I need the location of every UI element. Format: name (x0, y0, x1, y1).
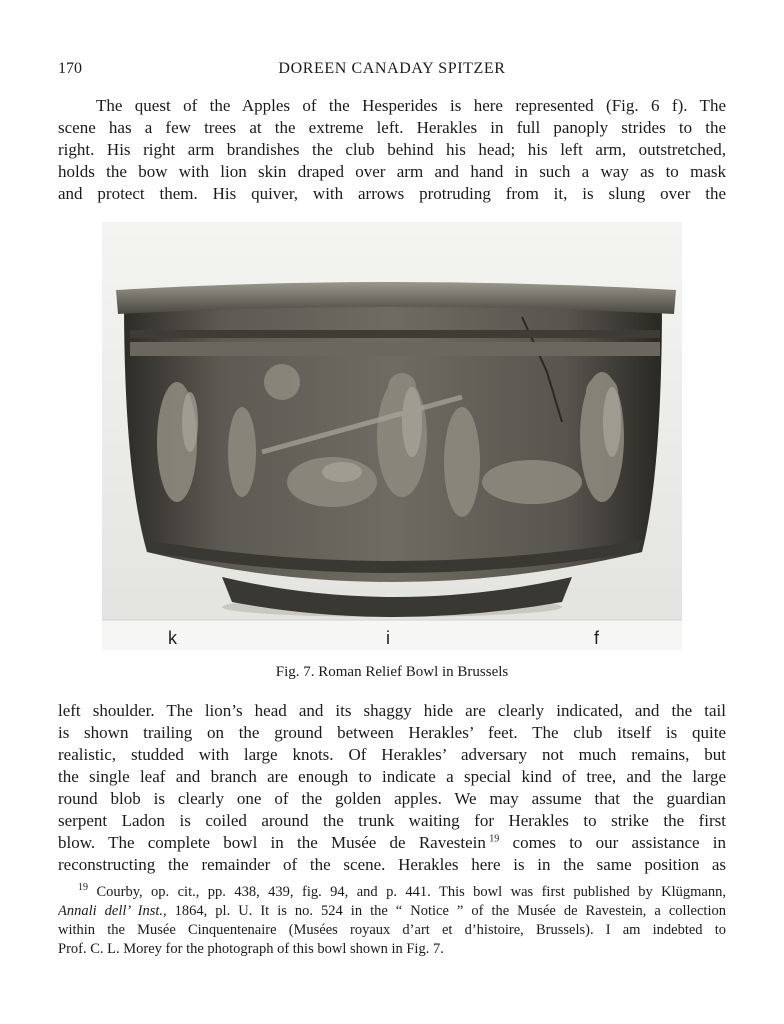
relief-bowl-image (102, 222, 682, 650)
text-line: left shoulder. The lion’s head and its shaggy hide are clearly indicated, and the tail (58, 701, 726, 720)
figure-label-i: i (386, 628, 390, 648)
footnote-text: Courby, op. cit., pp. 438, 439, fig. 94, and p. 441. This bowl was first published by Klügmann, (96, 884, 726, 900)
figure-label-f: f (594, 628, 600, 648)
paragraph-2 (58, 700, 726, 876)
footnote-line (58, 883, 726, 902)
paragraph-1 (58, 95, 726, 205)
footnote-line: within the Musée Cinquentenaire (Musées royaux d’art et d’histoire, Brussels). I am indebted to (58, 922, 726, 938)
text-line: realistic, studded with large knots. Of Herakles’ adversary not much remains, but (58, 745, 726, 764)
bowl-photograph (102, 222, 682, 650)
text-line: The quest of the Apples of the Hesperides is here represented (Fig. 6 f). The (96, 96, 726, 115)
text-line: round blob is clearly one of the golden apples. We may assume that the guardian (58, 789, 726, 808)
text-line: and protect them. His quiver, with arrows protruding from it, is slung over the (58, 184, 726, 203)
footnote-text: , 1864, pl. U. It is no. 524 in the “ Notice ” of the Musée de Ravestein, a collection (163, 903, 726, 919)
footnote-line: Prof. C. L. Morey for the photograph of this bowl shown in Fig. 7. (58, 941, 444, 957)
text-line: is shown trailing on the ground between Herakles’ feet. The club itself is quite (58, 723, 726, 742)
footnote-marker: 19 (78, 883, 88, 894)
journal-title: Annali dell’ Inst. (58, 903, 164, 919)
text-line: reconstructing the remainder of the scene. Herakles here is in the same position as (58, 855, 726, 874)
running-head: DOREEN CANADAY SPITZER (278, 60, 506, 77)
footnote-line (58, 902, 726, 921)
text-line: right. His right arm brandishes the club behind his head; his left arm, outstretched, (58, 140, 726, 159)
text-line: serpent Ladon is coiled around the trunk waiting for Herakles to strike the first (58, 811, 726, 830)
figure-caption: Fig. 7. Roman Relief Bowl in Brussels (275, 664, 509, 680)
footnote-reference[interactable]: 19 (489, 833, 500, 845)
figure-label-k: k (168, 628, 177, 648)
line-text: comes to our assistance in (512, 833, 726, 852)
page-header (58, 60, 726, 82)
line-text: blow. The complete bowl in the Musée de Ravestein (58, 833, 486, 852)
text-line: scene has a few trees at the extreme left. Herakles in full panoply strides to the (58, 118, 726, 137)
text-line-with-footnote-ref (58, 832, 726, 854)
text-line: holds the bow with lion skin draped over arm and hand in such a way as to mask (58, 162, 726, 181)
text-line: the single leaf and branch are enough to indicate a special kind of tree, and the large (58, 767, 726, 786)
footnote (58, 883, 726, 959)
page-number: 170 (58, 60, 82, 77)
